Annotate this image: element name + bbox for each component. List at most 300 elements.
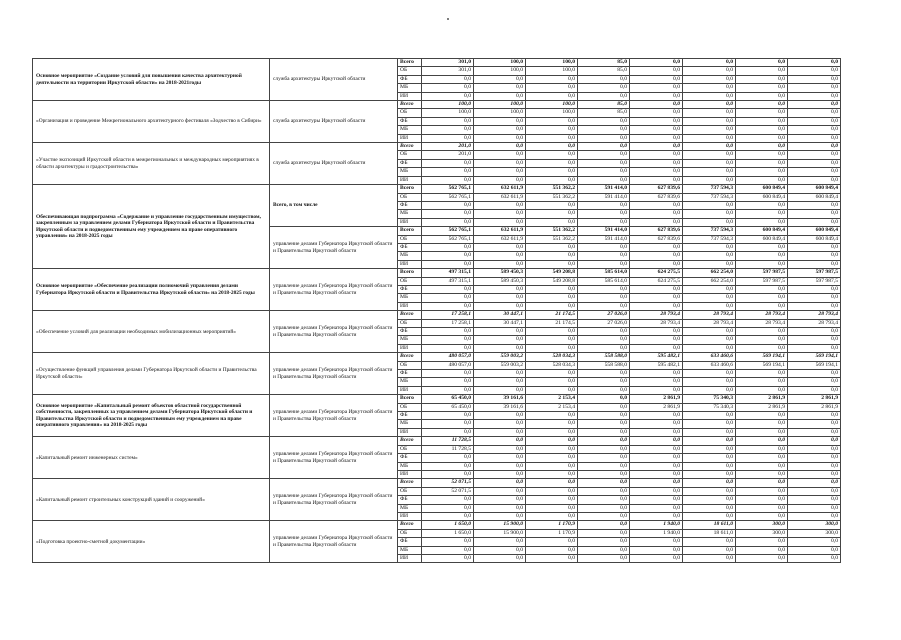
amount-cell: 0,0 — [788, 75, 841, 83]
amount-cell: 85,0 — [578, 101, 630, 109]
amount-cell: 0,0 — [422, 218, 474, 226]
amount-cell: 0,0 — [736, 512, 788, 520]
amount-cell: 0,0 — [474, 168, 526, 176]
responsible-executor-cell: служба архитектуры Иркутской области — [270, 101, 398, 143]
amount-cell: 28 793,4 — [736, 319, 788, 327]
amount-cell: 0,0 — [683, 437, 736, 445]
amount-cell: 1 170,9 — [526, 529, 578, 537]
amount-cell: 0,0 — [683, 201, 736, 209]
amount-cell: 0,0 — [630, 445, 683, 453]
amount-cell: 0,0 — [526, 412, 578, 420]
amount-cell: 0,0 — [474, 151, 526, 159]
amount-cell: 0,0 — [788, 512, 841, 520]
amount-cell: 0,0 — [630, 84, 683, 92]
amount-cell: 737 594,3 — [683, 227, 736, 235]
amount-cell: 0,0 — [422, 378, 474, 386]
responsible-executor-cell: управление делами Губернатора Иркутской области и Правительства Иркутской области — [270, 521, 398, 563]
amount-cell: 0,0 — [474, 134, 526, 142]
funding-source-cell: ОБ — [398, 67, 422, 75]
amount-cell: 0,0 — [578, 201, 630, 209]
amount-cell: 0,0 — [683, 210, 736, 218]
funding-source-cell: ОБ — [398, 403, 422, 411]
funding-source-cell: ОБ — [398, 445, 422, 453]
amount-cell: 0,0 — [422, 176, 474, 184]
amount-cell: 0,0 — [526, 420, 578, 428]
amount-cell: 28 793,4 — [630, 311, 683, 319]
amount-cell: 0,0 — [788, 134, 841, 142]
amount-cell: 0,0 — [526, 336, 578, 344]
amount-cell: 0,0 — [788, 546, 841, 554]
amount-cell: 0,0 — [474, 218, 526, 226]
amount-cell: 0,0 — [474, 344, 526, 352]
amount-cell: 15 900,0 — [474, 529, 526, 537]
amount-cell: 0,0 — [736, 168, 788, 176]
amount-cell: 0,0 — [683, 176, 736, 184]
table-row — [33, 185, 841, 193]
amount-cell: 0,0 — [422, 386, 474, 394]
amount-cell: 39 161,6 — [474, 395, 526, 403]
amount-cell: 100,0 — [422, 101, 474, 109]
funding-table-body — [33, 59, 841, 563]
amount-cell: 0,0 — [474, 370, 526, 378]
amount-cell: 737 594,3 — [683, 185, 736, 193]
amount-cell: 0,0 — [578, 260, 630, 268]
amount-cell: 0,0 — [422, 134, 474, 142]
amount-cell: 0,0 — [474, 201, 526, 209]
amount-cell: 0,0 — [788, 294, 841, 302]
amount-cell: 0,0 — [578, 134, 630, 142]
funding-source-cell: ФБ — [398, 117, 422, 125]
amount-cell: 0,0 — [422, 168, 474, 176]
amount-cell: 0,0 — [578, 546, 630, 554]
amount-cell: 0,0 — [474, 143, 526, 151]
amount-cell: 0,0 — [630, 344, 683, 352]
amount-cell: 11 728,5 — [422, 445, 474, 453]
amount-cell: 0,0 — [630, 504, 683, 512]
amount-cell: 0,0 — [474, 294, 526, 302]
funding-source-cell: МБ — [398, 420, 422, 428]
amount-cell: 1 940,0 — [630, 529, 683, 537]
funding-source-cell: ИИ — [398, 554, 422, 562]
activity-name-cell: Основное мероприятие «Капитальный ремонт объектов областной государственной собственности, закрепленных за управлением делами Губернатора Иркутской области и Правительства Иркутской области и подведомственным ему учреждением на праве оперативного управления» на 2018-2025 годы — [33, 395, 270, 437]
amount-cell: 597 987,5 — [736, 277, 788, 285]
responsible-executor-cell: управление делами Губернатора Иркутской области и Правительства Иркутской области — [270, 227, 398, 269]
amount-cell: 0,0 — [422, 344, 474, 352]
amount-cell: 0,0 — [736, 117, 788, 125]
amount-cell: 0,0 — [683, 143, 736, 151]
funding-source-cell: Всего — [398, 521, 422, 529]
amount-cell: 0,0 — [578, 168, 630, 176]
amount-cell: 0,0 — [788, 487, 841, 495]
amount-cell: 559 003,2 — [474, 361, 526, 369]
amount-cell: 0,0 — [578, 243, 630, 251]
amount-cell: 0,0 — [683, 151, 736, 159]
amount-cell: 0,0 — [630, 370, 683, 378]
funding-source-cell: МБ — [398, 252, 422, 260]
amount-cell: 600 849,4 — [788, 193, 841, 201]
amount-cell: 100,0 — [474, 109, 526, 117]
amount-cell: 0,0 — [578, 159, 630, 167]
amount-cell: 549 208,8 — [526, 269, 578, 277]
table-row — [33, 353, 841, 361]
amount-cell: 39 161,6 — [474, 403, 526, 411]
amount-cell: 0,0 — [683, 117, 736, 125]
amount-cell: 300,0 — [788, 521, 841, 529]
funding-source-cell: Всего — [398, 59, 422, 67]
amount-cell: 0,0 — [630, 134, 683, 142]
amount-cell: 662 254,0 — [683, 277, 736, 285]
amount-cell: 0,0 — [526, 285, 578, 293]
amount-cell: 0,0 — [474, 445, 526, 453]
amount-cell: 0,0 — [736, 487, 788, 495]
amount-cell: 591 414,0 — [578, 185, 630, 193]
amount-cell: 0,0 — [683, 75, 736, 83]
amount-cell: 0,0 — [683, 243, 736, 251]
funding-source-cell: ОБ — [398, 109, 422, 117]
funding-source-cell: ОБ — [398, 319, 422, 327]
amount-cell: 0,0 — [422, 117, 474, 125]
amount-cell: 0,0 — [683, 504, 736, 512]
funding-source-cell: ИИ — [398, 260, 422, 268]
amount-cell: 0,0 — [526, 294, 578, 302]
amount-cell: 0,0 — [578, 302, 630, 310]
amount-cell: 0,0 — [526, 504, 578, 512]
amount-cell: 549 208,8 — [526, 277, 578, 285]
funding-source-cell: ФБ — [398, 412, 422, 420]
amount-cell: 0,0 — [683, 470, 736, 478]
amount-cell: 30 447,1 — [474, 319, 526, 327]
amount-cell: 2 861,9 — [630, 403, 683, 411]
amount-cell: 0,0 — [630, 59, 683, 67]
funding-source-cell: МБ — [398, 210, 422, 218]
amount-cell: 0,0 — [683, 546, 736, 554]
amount-cell: 0,0 — [526, 176, 578, 184]
amount-cell: 597 987,5 — [788, 277, 841, 285]
amount-cell: 0,0 — [736, 470, 788, 478]
amount-cell: 0,0 — [683, 420, 736, 428]
amount-cell: 0,0 — [474, 378, 526, 386]
funding-source-cell: ИИ — [398, 512, 422, 520]
amount-cell: 0,0 — [474, 437, 526, 445]
amount-cell: 0,0 — [736, 151, 788, 159]
amount-cell: 0,0 — [788, 201, 841, 209]
amount-cell: 0,0 — [422, 454, 474, 462]
amount-cell: 0,0 — [630, 386, 683, 394]
amount-cell: 0,0 — [630, 496, 683, 504]
amount-cell: 0,0 — [526, 151, 578, 159]
amount-cell: 100,0 — [474, 59, 526, 67]
amount-cell: 0,0 — [578, 454, 630, 462]
amount-cell: 0,0 — [788, 67, 841, 75]
amount-cell: 0,0 — [578, 512, 630, 520]
amount-cell: 0,0 — [630, 260, 683, 268]
amount-cell: 0,0 — [526, 75, 578, 83]
funding-source-cell: ОБ — [398, 277, 422, 285]
amount-cell: 0,0 — [736, 176, 788, 184]
amount-cell: 551 362,2 — [526, 185, 578, 193]
amount-cell: 0,0 — [422, 504, 474, 512]
amount-cell: 0,0 — [422, 201, 474, 209]
funding-source-cell: ФБ — [398, 159, 422, 167]
activity-name-cell: «Участие экспозиций Иркутской области в межрегиональных и международных мероприятиях в области архитектуры и градостроительства» — [33, 143, 270, 185]
amount-cell: 0,0 — [683, 285, 736, 293]
amount-cell: 558 588,0 — [578, 353, 630, 361]
amount-cell: 0,0 — [526, 470, 578, 478]
amount-cell: 0,0 — [422, 420, 474, 428]
amount-cell: 0,0 — [683, 101, 736, 109]
amount-cell: 0,0 — [526, 445, 578, 453]
activity-name-cell: «Организация и проведение Межрегионального архитектурного фестиваля «Зодчество в Сибири» — [33, 101, 270, 143]
activity-name-cell: «Осуществление функций управления делами Губернатора Иркутской области и Правительства Иркутской области» — [33, 353, 270, 395]
amount-cell: 0,0 — [526, 143, 578, 151]
amount-cell: 0,0 — [578, 487, 630, 495]
amount-cell: 0,0 — [578, 554, 630, 562]
amount-cell: 0,0 — [526, 487, 578, 495]
amount-cell: 0,0 — [788, 84, 841, 92]
amount-cell: 0,0 — [736, 210, 788, 218]
amount-cell: 562 765,1 — [422, 185, 474, 193]
amount-cell: 662 254,0 — [683, 269, 736, 277]
amount-cell: 0,0 — [526, 328, 578, 336]
table-row — [33, 311, 841, 319]
responsible-executor-cell: служба архитектуры Иркутской области — [270, 143, 398, 185]
funding-source-cell: ИИ — [398, 134, 422, 142]
table-row — [33, 479, 841, 487]
amount-cell: 0,0 — [474, 546, 526, 554]
amount-cell: 28 793,4 — [683, 319, 736, 327]
amount-cell: 480 057,0 — [422, 353, 474, 361]
amount-cell: 627 839,6 — [630, 193, 683, 201]
amount-cell: 0,0 — [683, 445, 736, 453]
amount-cell: 0,0 — [578, 529, 630, 537]
amount-cell: 0,0 — [788, 554, 841, 562]
amount-cell: 0,0 — [736, 479, 788, 487]
amount-cell: 0,0 — [474, 328, 526, 336]
amount-cell: 0,0 — [683, 92, 736, 100]
amount-cell: 85,0 — [578, 109, 630, 117]
amount-cell: 0,0 — [788, 252, 841, 260]
amount-cell: 0,0 — [683, 302, 736, 310]
amount-cell: 0,0 — [578, 176, 630, 184]
amount-cell: 0,0 — [736, 437, 788, 445]
amount-cell: 0,0 — [474, 210, 526, 218]
amount-cell: 0,0 — [736, 159, 788, 167]
amount-cell: 0,0 — [474, 84, 526, 92]
amount-cell: 0,0 — [474, 117, 526, 125]
amount-cell: 0,0 — [736, 84, 788, 92]
funding-source-cell: Всего — [398, 101, 422, 109]
amount-cell: 0,0 — [578, 496, 630, 504]
amount-cell: 18 611,0 — [683, 529, 736, 537]
funding-source-cell: МБ — [398, 546, 422, 554]
funding-source-cell: ОБ — [398, 193, 422, 201]
amount-cell: 627 839,6 — [630, 185, 683, 193]
amount-cell: 551 362,2 — [526, 193, 578, 201]
amount-cell: 0,0 — [526, 344, 578, 352]
amount-cell: 0,0 — [736, 504, 788, 512]
amount-cell: 0,0 — [630, 462, 683, 470]
amount-cell: 0,0 — [630, 151, 683, 159]
funding-source-cell: ФБ — [398, 496, 422, 504]
amount-cell: 0,0 — [736, 538, 788, 546]
amount-cell: 0,0 — [788, 428, 841, 436]
amount-cell: 0,0 — [788, 412, 841, 420]
amount-cell: 600 849,4 — [736, 235, 788, 243]
amount-cell: 300,0 — [736, 521, 788, 529]
amount-cell: 0,0 — [736, 75, 788, 83]
amount-cell: 0,0 — [683, 370, 736, 378]
amount-cell: 201,0 — [422, 151, 474, 159]
amount-cell: 0,0 — [578, 412, 630, 420]
amount-cell: 0,0 — [474, 176, 526, 184]
amount-cell: 0,0 — [788, 479, 841, 487]
amount-cell: 0,0 — [630, 201, 683, 209]
amount-cell: 0,0 — [683, 538, 736, 546]
activity-name-cell: «Обеспечение условий для реализации необходимых мобилизационных мероприятий» — [33, 311, 270, 353]
amount-cell: 0,0 — [630, 92, 683, 100]
funding-source-cell: ФБ — [398, 243, 422, 251]
amount-cell: 0,0 — [578, 210, 630, 218]
amount-cell: 0,0 — [422, 412, 474, 420]
funding-source-cell: МБ — [398, 504, 422, 512]
amount-cell: 0,0 — [578, 218, 630, 226]
amount-cell: 591 414,0 — [578, 235, 630, 243]
amount-cell: 0,0 — [474, 92, 526, 100]
amount-cell: 0,0 — [788, 285, 841, 293]
funding-source-cell: Всего — [398, 353, 422, 361]
amount-cell: 0,0 — [788, 260, 841, 268]
amount-cell: 0,0 — [526, 454, 578, 462]
amount-cell: 100,0 — [526, 59, 578, 67]
amount-cell: 0,0 — [422, 328, 474, 336]
amount-cell: 0,0 — [736, 201, 788, 209]
amount-cell: 0,0 — [578, 117, 630, 125]
amount-cell: 0,0 — [630, 336, 683, 344]
amount-cell: 0,0 — [630, 454, 683, 462]
amount-cell: 0,0 — [526, 201, 578, 209]
amount-cell: 0,0 — [683, 378, 736, 386]
amount-cell: 1 650,0 — [422, 529, 474, 537]
amount-cell: 0,0 — [474, 336, 526, 344]
amount-cell: 0,0 — [578, 75, 630, 83]
funding-source-cell: ФБ — [398, 201, 422, 209]
amount-cell: 0,0 — [422, 512, 474, 520]
amount-cell: 562 765,1 — [422, 235, 474, 243]
amount-cell: 0,0 — [526, 117, 578, 125]
amount-cell: 0,0 — [474, 412, 526, 420]
amount-cell: 0,0 — [788, 243, 841, 251]
amount-cell: 100,0 — [526, 109, 578, 117]
amount-cell: 600 849,4 — [736, 227, 788, 235]
amount-cell: 0,0 — [630, 243, 683, 251]
amount-cell: 569 194,1 — [736, 353, 788, 361]
amount-cell: 0,0 — [474, 428, 526, 436]
amount-cell: 0,0 — [788, 462, 841, 470]
amount-cell: 0,0 — [736, 218, 788, 226]
amount-cell: 0,0 — [474, 470, 526, 478]
amount-cell: 0,0 — [422, 252, 474, 260]
amount-cell: 0,0 — [736, 302, 788, 310]
amount-cell: 528 034,3 — [526, 361, 578, 369]
funding-source-cell: ФБ — [398, 454, 422, 462]
amount-cell: 0,0 — [474, 159, 526, 167]
amount-cell: 0,0 — [683, 328, 736, 336]
amount-cell: 0,0 — [474, 386, 526, 394]
table-row — [33, 101, 841, 109]
funding-source-cell: ИИ — [398, 428, 422, 436]
amount-cell: 0,0 — [736, 92, 788, 100]
amount-cell: 0,0 — [683, 487, 736, 495]
amount-cell: 0,0 — [422, 84, 474, 92]
table-row — [33, 269, 841, 277]
amount-cell: 0,0 — [526, 243, 578, 251]
amount-cell: 100,0 — [526, 101, 578, 109]
amount-cell: 0,0 — [630, 176, 683, 184]
table-row — [33, 395, 841, 403]
amount-cell: 0,0 — [578, 336, 630, 344]
amount-cell: 0,0 — [788, 420, 841, 428]
amount-cell: 28 793,4 — [683, 311, 736, 319]
amount-cell: 0,0 — [578, 437, 630, 445]
amount-cell: 0,0 — [526, 126, 578, 134]
activity-name-cell: Основное мероприятие «Создание условий для повышения качества архитектурной деятельности на территории Иркутской области» на 2018-2021годы — [33, 59, 270, 101]
funding-source-cell: Всего — [398, 269, 422, 277]
table-row — [33, 521, 841, 529]
amount-cell: 0,0 — [474, 462, 526, 470]
activity-name-cell: Основное мероприятие «Обеспечение реализации полномочий управления делами Губернатора Иркутской области и Правительства Иркутской области» на 2018-2025 годы — [33, 269, 270, 311]
amount-cell: 0,0 — [788, 117, 841, 125]
amount-cell: 0,0 — [736, 370, 788, 378]
amount-cell: 0,0 — [788, 370, 841, 378]
amount-cell: 0,0 — [474, 479, 526, 487]
amount-cell: 28 793,4 — [788, 319, 841, 327]
amount-cell: 0,0 — [630, 294, 683, 302]
amount-cell: 0,0 — [683, 412, 736, 420]
amount-cell: 600 849,4 — [788, 235, 841, 243]
amount-cell: 0,0 — [630, 546, 683, 554]
amount-cell: 11 728,5 — [422, 437, 474, 445]
amount-cell: 0,0 — [422, 336, 474, 344]
amount-cell: 1 940,0 — [630, 521, 683, 529]
responsible-executor-cell: управление делами Губернатора Иркутской области и Правительства Иркутской области — [270, 395, 398, 437]
amount-cell: 0,0 — [526, 210, 578, 218]
amount-cell: 0,0 — [578, 403, 630, 411]
amount-cell: 0,0 — [422, 75, 474, 83]
amount-cell: 528 034,3 — [526, 353, 578, 361]
amount-cell: 0,0 — [788, 109, 841, 117]
amount-cell: 632 611,9 — [474, 185, 526, 193]
amount-cell: 0,0 — [474, 126, 526, 134]
amount-cell: 591 414,0 — [578, 193, 630, 201]
activity-name-cell: «Подготовка проектно-сметной документации» — [33, 521, 270, 563]
activity-name-cell: «Капитальный ремонт строительных конструкций зданий и сооружений» — [33, 479, 270, 521]
amount-cell: 52 071,5 — [422, 479, 474, 487]
amount-cell: 0,0 — [578, 420, 630, 428]
amount-cell: 65 450,0 — [422, 395, 474, 403]
amount-cell: 591 414,0 — [578, 227, 630, 235]
amount-cell: 28 793,4 — [736, 311, 788, 319]
amount-cell: 600 849,4 — [736, 185, 788, 193]
amount-cell: 0,0 — [526, 218, 578, 226]
responsible-executor-cell: управление делами Губернатора Иркутской области и Правительства Иркутской области — [270, 353, 398, 395]
amount-cell: 0,0 — [630, 470, 683, 478]
funding-source-cell: ФБ — [398, 370, 422, 378]
amount-cell: 0,0 — [683, 462, 736, 470]
funding-source-cell: ФБ — [398, 75, 422, 83]
amount-cell: 18 611,0 — [683, 521, 736, 529]
responsible-executor-cell: управление делами Губернатора Иркутской области и Правительства Иркутской области — [270, 269, 398, 311]
amount-cell: 0,0 — [736, 109, 788, 117]
